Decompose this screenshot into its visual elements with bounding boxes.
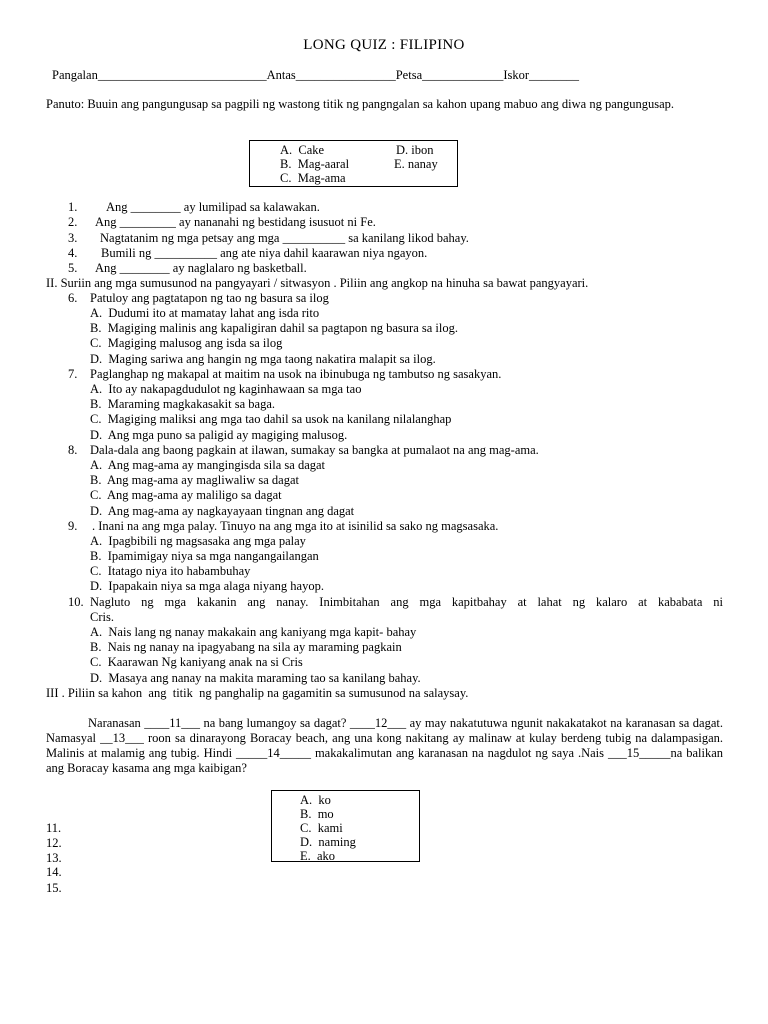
item-6-choice-a: A. Dudumi ito at mamatay lahat ang isda rito	[90, 306, 320, 320]
item-6-choice-c: C. Magiging malusog ang isda sa ilog	[90, 336, 283, 350]
item-1-text: Ang ________ ay lumilipad sa kalawakan.	[106, 200, 320, 214]
answer-13: 13.	[46, 851, 62, 865]
box2-choice-b: B. mo	[300, 807, 334, 821]
item-1-number: 1.	[68, 200, 78, 214]
item-5-number: 5.	[68, 261, 78, 275]
item-7-text: Paglanghap ng makapal at maitim na usok na ibinubuga ng tambutso ng sasakyan.	[90, 367, 502, 381]
choices-box-2	[271, 790, 420, 862]
item-8-choice-d: D. Ang mag-ama ay nagkayayaan tingnan ang dagat	[90, 504, 355, 518]
item-7-number: 7.	[68, 367, 78, 381]
item-10-number: 10.	[68, 595, 84, 609]
box1-choice-c: C. Mag-ama	[280, 171, 346, 185]
item-10-choice-a: A. Nais lang ng nanay makakain ang kaniyang mga kapit- bahay	[90, 625, 417, 639]
item-10-text-line2: Cris.	[90, 610, 114, 624]
box1-choice-e: E. nanay	[394, 157, 438, 171]
box1-choice-a: A. Cake	[280, 143, 325, 157]
item-2-number: 2.	[68, 215, 78, 229]
story-paragraph: Naranasan ____11___ na bang lumangoy sa dagat? ____12___ ay may nakatutuwa ngunit nakakatakot na karanasan sa dagat. Namasyal __13___ roon sa dinarayong Boracay beach, ang una kong nakitang ay malinaw at kulay berdeng tubig na dalampasigan. Malinis at malamig ang tubig. Hindi _____14_____ makakalimutan ang karanasan na nagdulot ng saya .Nais ___15_____na balikan ang Boracay kasama ang mga kaibigan?	[46, 716, 723, 775]
box2-choice-d: D. naming	[300, 835, 356, 849]
page-title: LONG QUIZ : FILIPINO	[303, 37, 465, 53]
answer-12: 12.	[46, 836, 62, 850]
part3-heading: III . Piliin sa kahon ang titik ng panghalip na gagamitin sa sumusunod na salaysay.	[46, 686, 469, 700]
item-10-text-line1: Nagluto ng mga kakanin ang nanay. Inimbitahan ang mga kapitbahay at lahat ng kalaro at kababata ni	[90, 595, 723, 609]
item-10-choice-b: B. Nais ng nanay na ipagyabang na sila ay maraming pagkain	[90, 640, 402, 654]
item-3-text: Nagtatanim ng mga petsay ang mga __________ sa kanilang likod bahay.	[100, 231, 469, 245]
item-7-choice-a: A. Ito ay nakapagdudulot ng kaginhawaan sa mga tao	[90, 382, 362, 396]
instructions-part1: Panuto: Buuin ang pangungusap sa pagpili ng wastong titik ng pangngalan sa kahon upang mabuo ang diwa ng pangungusap.	[46, 97, 675, 111]
item-2-text: Ang _________ ay nananahi ng bestidang isusuot ni Fe.	[95, 215, 376, 229]
item-8-choice-b: B. Ang mag-ama ay magliwaliw sa dagat	[90, 473, 299, 487]
item-9-choice-c: C. Itatago niya ito habambuhay	[90, 564, 251, 578]
item-8-choice-a: A. Ang mag-ama ay mangingisda sila sa dagat	[90, 458, 326, 472]
item-9-text: . Inani na ang mga palay. Tinuyo na ang mga ito at isinilid sa sako ng magsasaka.	[92, 519, 499, 533]
part2-heading: II. Suriin ang mga sumusunod na pangyayari / sitwasyon . Piliin ang angkop na hinuha sa bawat pangyayari.	[46, 276, 589, 290]
box2-choice-a: A. ko	[300, 793, 331, 807]
box2-choice-e: E. ako	[300, 849, 336, 863]
item-8-choice-c: C. Ang mag-ama ay maliligo sa dagat	[90, 488, 282, 502]
item-9-number: 9.	[68, 519, 78, 533]
answer-14: 14.	[46, 865, 62, 879]
item-10-choice-d: D. Masaya ang nanay na makita maraming tao sa kanilang bahay.	[90, 671, 421, 685]
item-8-number: 8.	[68, 443, 78, 457]
item-7-choice-b: B. Maraming magkakasakit sa baga.	[90, 397, 276, 411]
item-9-choice-b: B. Ipamimigay niya sa mga nangangailangan	[90, 549, 319, 563]
item-7-choice-d: D. Ang mga puno sa paligid ay magiging malusog.	[90, 428, 348, 442]
item-6-choice-d: D. Maging sariwa ang hangin ng mga taong nakatira malapit sa ilog.	[90, 352, 436, 366]
item-9-choice-d: D. Ipapakain niya sa mga alaga niyang hayop.	[90, 579, 324, 593]
item-4-text: Bumili ng __________ ang ate niya dahil kaarawan niya ngayon.	[101, 246, 428, 260]
item-6-number: 6.	[68, 291, 78, 305]
choices-box-1	[249, 140, 458, 187]
item-9-choice-a: A. Ipagbibili ng magsasaka ang mga palay	[90, 534, 306, 548]
box2-choice-c: C. kami	[300, 821, 343, 835]
item-4-number: 4.	[68, 246, 78, 260]
student-info-line: Pangalan___________________________Antas________________Petsa_____________Iskor________	[52, 68, 580, 82]
item-3-number: 3.	[68, 231, 78, 245]
answer-11: 11.	[46, 821, 62, 835]
item-6-text: Patuloy ang pagtatapon ng tao ng basura sa ilog	[90, 291, 329, 305]
answer-15: 15.	[46, 881, 62, 895]
item-5-text: Ang ________ ay naglalaro ng basketball.	[95, 261, 307, 275]
box1-choice-b: B. Mag-aaral	[280, 157, 350, 171]
item-10-choice-c: C. Kaarawan Ng kaniyang anak na si Cris	[90, 655, 303, 669]
item-8-text: Dala-dala ang baong pagkain at ilawan, sumakay sa bangka at pumalaot na ang mag-ama.	[90, 443, 539, 457]
item-7-choice-c: C. Magiging maliksi ang mga tao dahil sa usok na kanilang nilalanghap	[90, 412, 452, 426]
item-6-choice-b: B. Magiging malinis ang kapaligiran dahil sa pagtapon ng basura sa ilog.	[90, 321, 458, 335]
box1-choice-d: D. ibon	[396, 143, 434, 157]
